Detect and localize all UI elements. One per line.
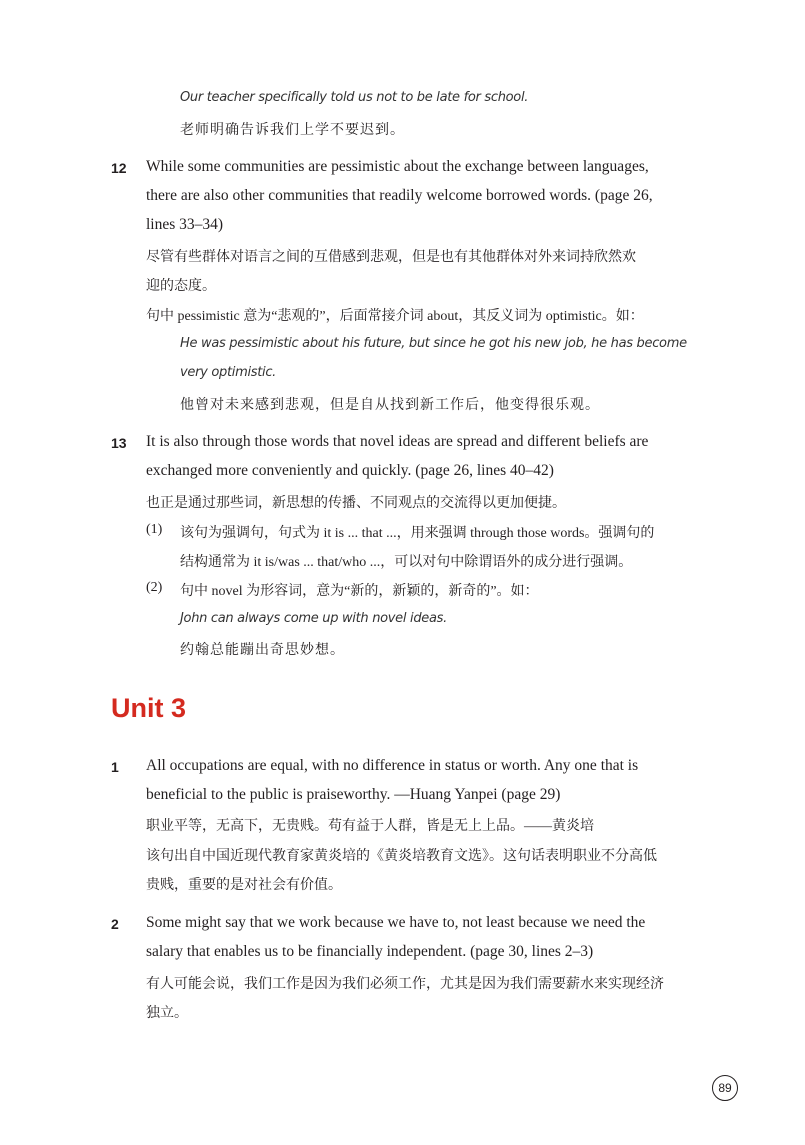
- grammar-note: 贵贱，重要的是对社会有价值。: [146, 878, 342, 893]
- item-number: 1: [111, 759, 119, 775]
- translation-zh: 尽管有些群体对语言之间的互借感到悲观，但是也有其他群体对外来词持欣然欢: [146, 250, 636, 265]
- translation-zh: 有人可能会说，我们工作是因为我们必须工作，尤其是因为我们需要薪水来实现经济: [146, 977, 664, 992]
- grammar-note: 该句出自中国近现代教育家黄炎培的《黄炎培教育文选》。这句话表明职业不分高低: [146, 849, 657, 864]
- sentence-en: there are also other communities that readily welcome borrowed words. (page 26,: [146, 187, 653, 204]
- sentence-en: While some communities are pessimistic about the exchange between languages,: [146, 158, 649, 175]
- item-number: 2: [111, 916, 119, 932]
- sub-item-label: (1): [146, 522, 163, 537]
- grammar-note: 句中 pessimistic 意为“悲观的”，后面常接介词 about，其反义词为 optimistic。如：: [146, 309, 644, 324]
- sentence-en: It is also through those words that novel ideas are spread and different beliefs are: [146, 433, 649, 450]
- example-sentence-en: He was pessimistic about his future, but since he got his new job, he has become: [180, 336, 687, 351]
- example-sentence-zh: 他曾对未来感到悲观，但是自从找到新工作后，他变得很乐观。: [180, 397, 600, 413]
- translation-zh: 迎的态度。: [146, 279, 216, 294]
- sentence-en: Some might say that we work because we have to, not least because we need the: [146, 914, 646, 931]
- grammar-note: 该句为强调句，句式为 it is ... that ...，用来强调 through those words。强调句的: [180, 526, 655, 541]
- example-sentence-en: very optimistic.: [180, 365, 277, 380]
- example-sentence-en: Our teacher specifically told us not to be late for school.: [180, 90, 529, 105]
- sentence-en: lines 33–34): [146, 216, 224, 233]
- sub-item-label: (2): [146, 580, 163, 595]
- sentence-en: salary that enables us to be financially independent. (page 30, lines 2–3): [146, 943, 594, 960]
- translation-zh: 职业平等，无高下，无贵贱。苟有益于人群，皆是无上上品。——黄炎培: [146, 819, 594, 834]
- example-sentence-zh: 约翰总能蹦出奇思妙想。: [180, 642, 345, 658]
- grammar-note: 结构通常为 it is/was ... that/who ...，可以对句中除谓语外的成分进行强调。: [180, 555, 633, 570]
- translation-zh: 独立。: [146, 1006, 188, 1021]
- sentence-en: beneficial to the public is praiseworthy. —Huang Yanpei (page 29): [146, 786, 561, 803]
- sentence-en: All occupations are equal, with no difference in status or worth. Any one that is: [146, 757, 639, 774]
- unit-heading: Unit 3: [111, 693, 187, 723]
- grammar-note: 句中 novel 为形容词，意为“新的，新颖的，新奇的”。如：: [180, 584, 539, 599]
- item-number: 12: [111, 160, 127, 176]
- sentence-en: exchanged more conveniently and quickly. (page 26, lines 40–42): [146, 462, 554, 479]
- example-sentence-zh: 老师明确告诉我们上学不要迟到。: [180, 122, 405, 138]
- example-sentence-en: John can always come up with novel ideas.: [180, 611, 447, 626]
- translation-zh: 也正是通过那些词，新思想的传播、不同观点的交流得以更加便捷。: [146, 496, 566, 511]
- page-number: 89: [712, 1075, 738, 1101]
- item-number: 13: [111, 435, 127, 451]
